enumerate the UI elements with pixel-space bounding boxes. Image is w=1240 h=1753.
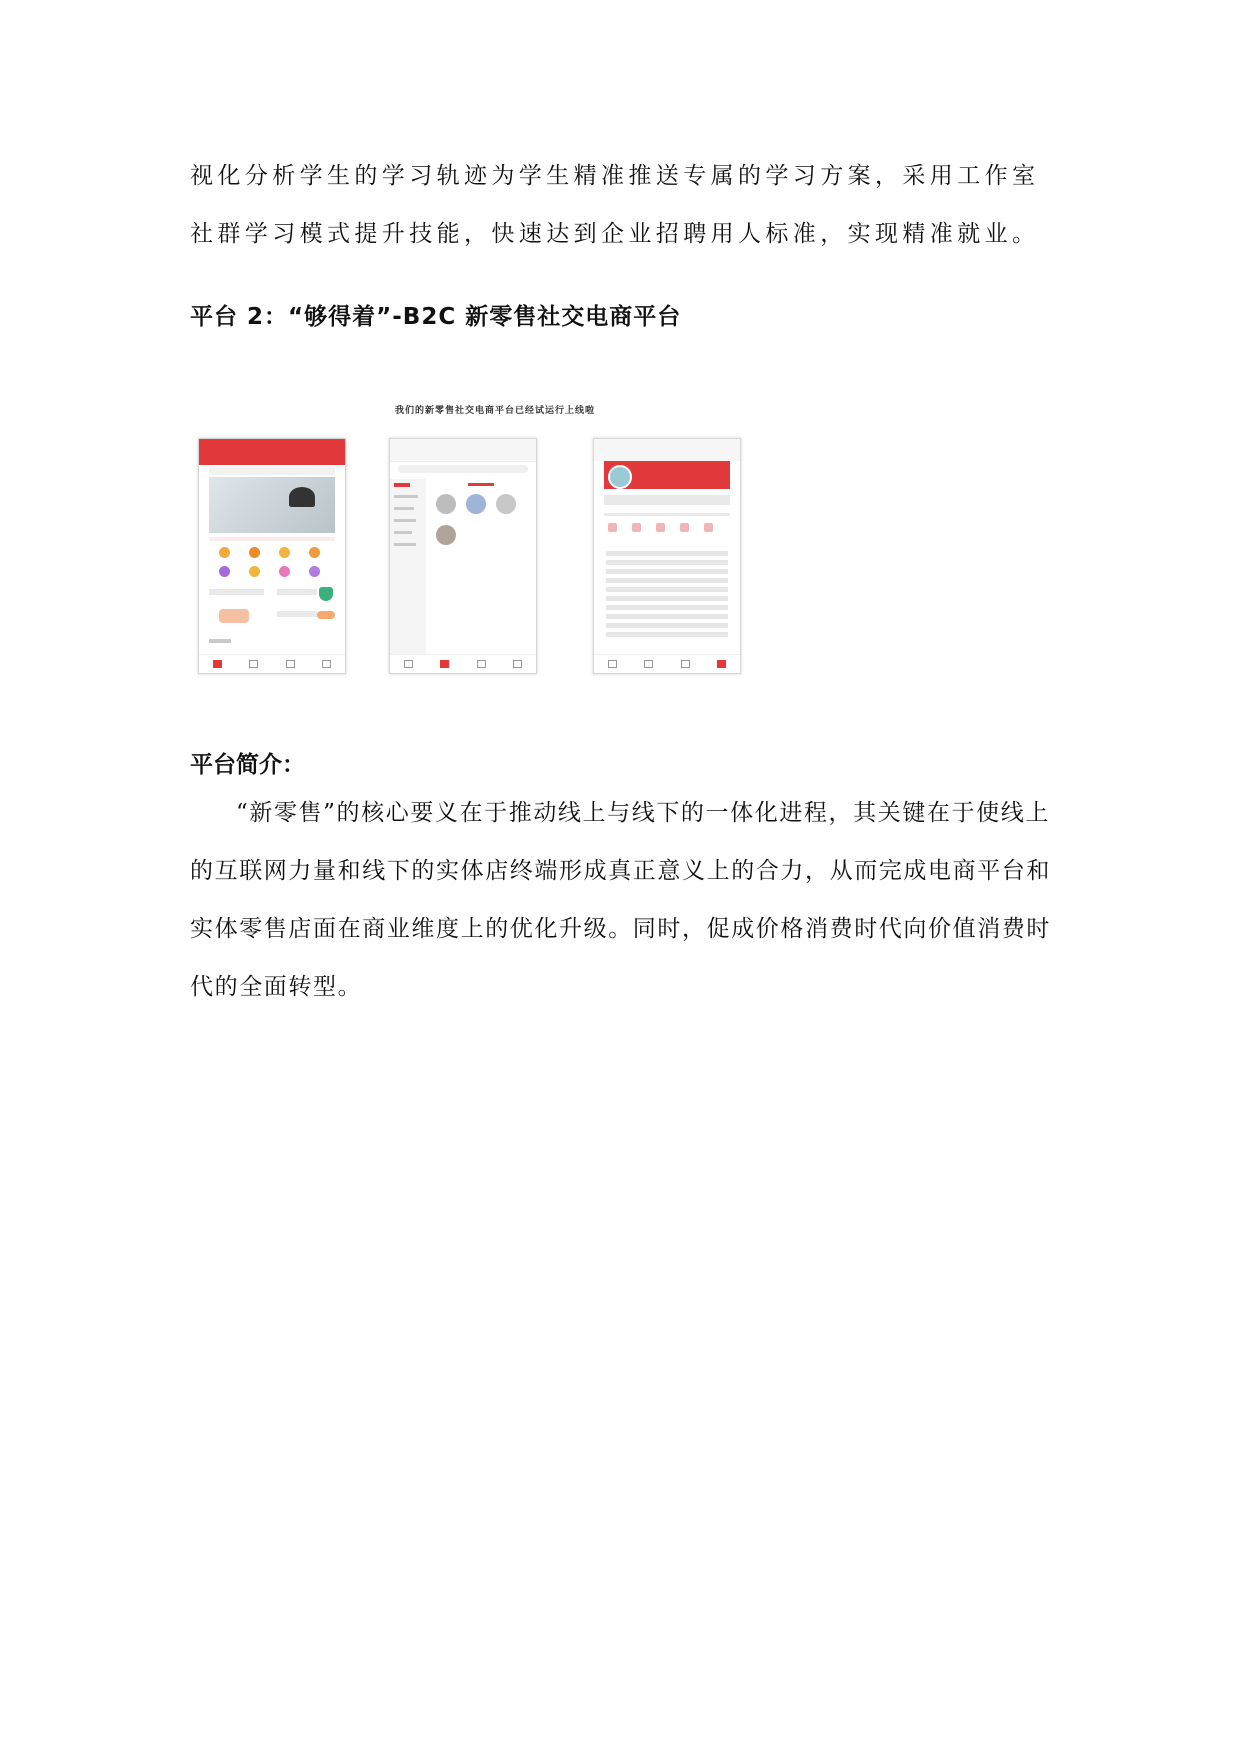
section-title xyxy=(209,639,231,643)
platform-intro-paragraph xyxy=(190,784,1060,1016)
category-icon xyxy=(309,547,320,558)
menu-row[interactable] xyxy=(606,623,728,628)
banner-image xyxy=(209,477,335,533)
app-header-bar xyxy=(594,439,740,461)
profile-tab-icon[interactable] xyxy=(322,660,331,668)
sidebar-item[interactable] xyxy=(394,531,412,534)
phone-screenshot-category xyxy=(389,438,537,674)
home-tab-icon[interactable] xyxy=(608,660,617,668)
menu-row[interactable] xyxy=(606,587,728,592)
intro-paragraph: 视化分析学生的学习轨迹为学生精准推送专属的学习方案，采用工作室社群学习模式提升技能，快速达到企业招聘用人标准，实现精准就业。 xyxy=(190,163,1040,247)
sidebar-item[interactable] xyxy=(394,519,416,522)
product-thumbnail[interactable] xyxy=(496,494,516,514)
profile-tab-icon[interactable] xyxy=(717,660,726,668)
menu-row[interactable] xyxy=(606,632,728,637)
home-tab-icon[interactable] xyxy=(404,660,413,668)
category-icon xyxy=(279,566,290,577)
cart-tab-icon[interactable] xyxy=(681,660,690,668)
product-thumbnail[interactable] xyxy=(466,494,486,514)
menu-row[interactable] xyxy=(606,560,728,565)
promo-text xyxy=(209,589,264,595)
bottom-tab-bar xyxy=(390,654,536,673)
menu-row[interactable] xyxy=(606,596,728,601)
app-header-bar xyxy=(390,439,536,462)
category-icon xyxy=(249,547,260,558)
category-icon xyxy=(279,547,290,558)
shield-icon xyxy=(319,587,333,601)
menu-row[interactable] xyxy=(606,614,728,619)
category-icon xyxy=(219,566,230,577)
bottom-tab-bar xyxy=(199,654,345,673)
avatar[interactable] xyxy=(608,465,632,489)
profile-tab-icon[interactable] xyxy=(513,660,522,668)
order-icon[interactable] xyxy=(656,523,665,532)
promo-image xyxy=(317,611,335,619)
notice-strip xyxy=(209,537,335,541)
product-thumbnail[interactable] xyxy=(436,525,456,545)
category-icon xyxy=(219,547,230,558)
menu-row[interactable] xyxy=(606,569,728,574)
menu-row[interactable] xyxy=(606,605,728,610)
order-icon[interactable] xyxy=(680,523,689,532)
order-icon[interactable] xyxy=(632,523,641,532)
sidebar-item-active[interactable] xyxy=(394,483,410,487)
category-tab-icon[interactable] xyxy=(249,660,258,668)
cart-tab-icon[interactable] xyxy=(477,660,486,668)
camera-icon xyxy=(289,487,315,507)
order-icon[interactable] xyxy=(608,523,617,532)
order-icon[interactable] xyxy=(704,523,713,532)
category-tab-icon[interactable] xyxy=(440,660,449,668)
category-sidebar xyxy=(390,479,426,655)
menu-row[interactable] xyxy=(606,551,728,556)
sidebar-item[interactable] xyxy=(394,507,414,510)
sidebar-item[interactable] xyxy=(394,543,416,546)
promo-text xyxy=(277,611,317,617)
platform-intro-text: “新零售”的核心要义在于推动线上与线下的一体化进程，其关键在于使线上的互联网力量和线下的实体店终端形成真正意义上的合力，从而完成电商平台和实体零售店面在商业维度上的优化升级。同时，促成价格消费时代向价值消费时代的全面转型。 xyxy=(190,800,1051,1000)
home-tab-icon[interactable] xyxy=(213,660,222,668)
stats-row xyxy=(604,495,730,505)
cart-tab-icon[interactable] xyxy=(286,660,295,668)
promo-text xyxy=(277,589,317,595)
divider xyxy=(604,513,730,516)
phone-screenshot-home xyxy=(198,438,346,674)
product-thumbnail[interactable] xyxy=(436,494,456,514)
menu-row[interactable] xyxy=(606,578,728,583)
screenshot-caption: 我们的新零售社交电商平台已经试运行上线啦 xyxy=(394,406,595,416)
category-icon xyxy=(309,566,320,577)
platform-intro-heading: 平台简介： xyxy=(190,752,305,778)
category-tab-icon[interactable] xyxy=(644,660,653,668)
platform-heading: 平台 2：“够得着”-B2C 新零售社交电商平台 xyxy=(190,304,682,330)
search-bar xyxy=(398,465,528,473)
section-title xyxy=(468,483,494,486)
bottom-tab-bar xyxy=(594,654,740,673)
promo-image xyxy=(219,609,249,623)
search-bar xyxy=(209,467,335,475)
phone-screenshot-profile xyxy=(593,438,741,674)
category-icon xyxy=(249,566,260,577)
profile-banner xyxy=(604,461,730,489)
sidebar-item[interactable] xyxy=(394,495,418,498)
app-header-bar xyxy=(199,439,345,465)
